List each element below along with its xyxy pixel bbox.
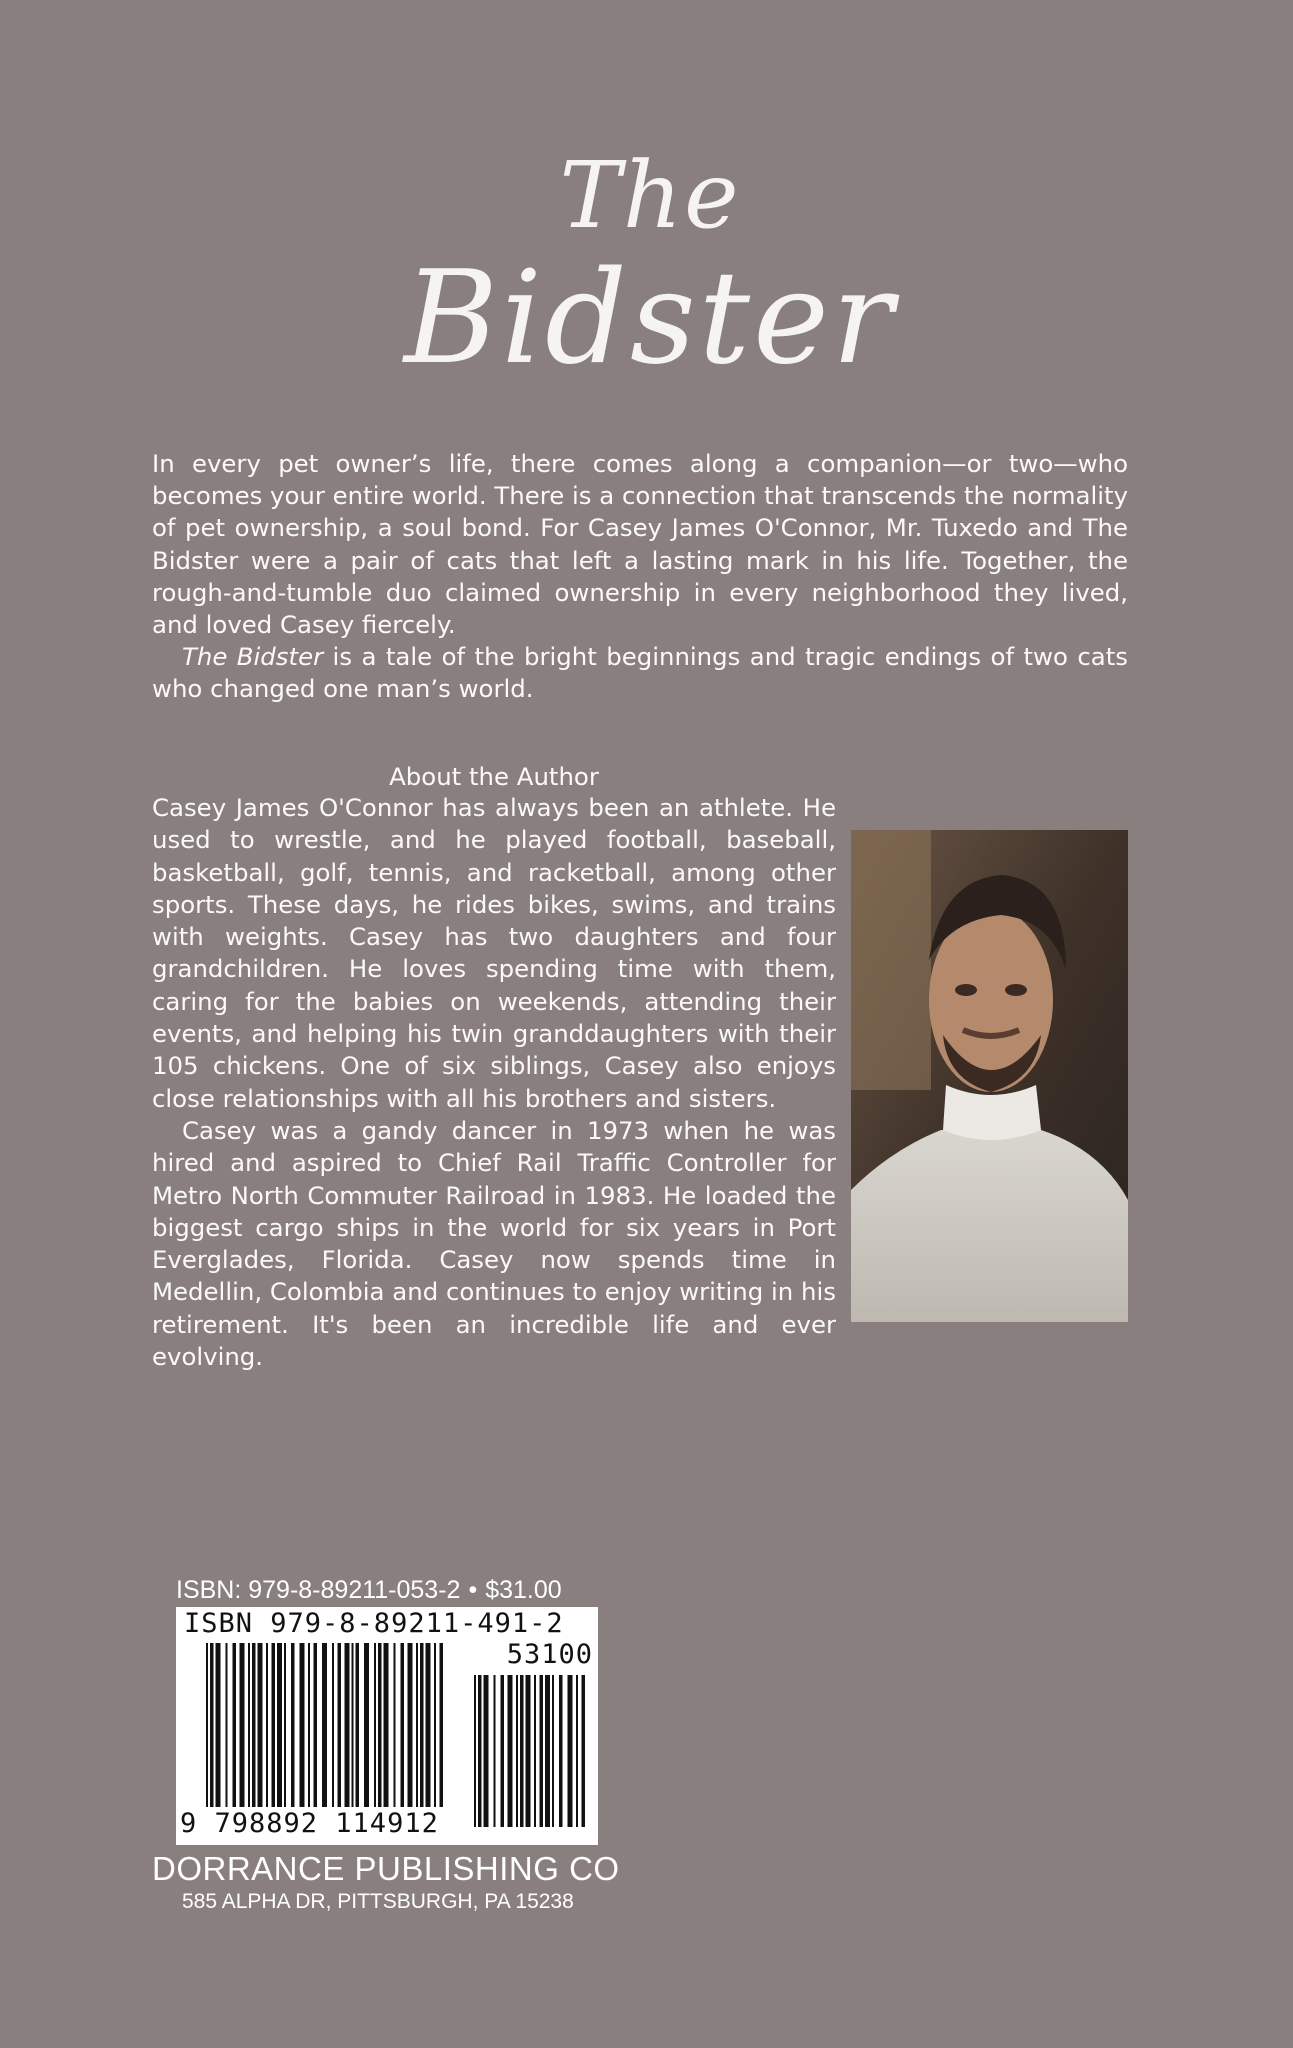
barcode-bar [494, 1675, 496, 1827]
barcode-bar [210, 1643, 214, 1807]
barcode-bar [416, 1643, 418, 1807]
barcode-bar [484, 1675, 489, 1827]
barcode-bar [233, 1643, 237, 1807]
blurb-paragraph-2 [152, 641, 1128, 705]
barcode-bar [364, 1643, 369, 1807]
barcode-bar [248, 1643, 250, 1807]
barcode-bar [568, 1675, 573, 1827]
barcode-bar [545, 1675, 550, 1827]
barcode-bar [394, 1643, 396, 1807]
barcode-bar [332, 1643, 334, 1807]
author-bio-paragraph-1: Casey James O'Connor has always been an athlete. He used to wrestle, and he played football, baseball, basketball, golf, tennis, and racketball, among other sports. These days, he rides bikes, swims, and trains with weights. Casey has two daughters and four grandchildren. He loves spending time with them, caring for the babies on weekends, attending their events, and helping his twin granddaughters with their 105 chickens. One of six siblings, Casey also enjoys close relationships with all his brothers and sisters. [152, 793, 836, 1113]
barcode-digits: 9 798892 114912 [180, 1808, 439, 1839]
barcode-bar [434, 1643, 436, 1807]
author-bio [152, 792, 836, 1373]
title-line-the: The [559, 142, 741, 249]
isbn-barcode [176, 1607, 598, 1845]
barcode-bar [345, 1643, 350, 1807]
blurb-paragraph-2-text: is a tale of the bright beginnings and tragic endings of two cats who changed one man’s world. [152, 642, 1128, 704]
barcode-bar [300, 1643, 305, 1807]
separator-dot: • [468, 1576, 478, 1604]
barcode-bar [308, 1643, 310, 1807]
barcode-bar [284, 1643, 286, 1807]
barcode-bar [520, 1675, 524, 1827]
barcode-bar [540, 1675, 544, 1827]
barcode-bar [356, 1643, 360, 1807]
barcode-bar [478, 1675, 482, 1827]
barcode-bar [240, 1643, 245, 1807]
author-photo-illustration [851, 830, 1128, 1322]
barcode-bar [226, 1643, 228, 1807]
barcode-bar [216, 1643, 221, 1807]
barcode-bar [408, 1643, 413, 1807]
price-text: $31.00 [485, 1576, 562, 1604]
barcode-bar [272, 1643, 276, 1807]
publisher-name: DORRANCE PUBLISHING CO [152, 1850, 620, 1887]
barcode-bar [501, 1675, 505, 1827]
barcode-bar [258, 1643, 263, 1807]
barcode-bar [508, 1675, 513, 1827]
barcode-bar [277, 1643, 282, 1807]
about-author-heading: About the Author [389, 762, 599, 791]
barcode-bar [552, 1675, 554, 1827]
barcode-bar [474, 1675, 476, 1827]
isbn-text: ISBN: 979-8-89211-053-2 [176, 1576, 461, 1604]
barcode-bar [534, 1675, 536, 1827]
blurb-paragraph-1: In every pet owner’s life, there comes along a companion—or two—who becomes your entire world. There is a connection that transcends the normality of pet ownership, a soul bond. For Casey James O'Connor, Mr. Tuxedo and The Bidster were a pair of cats that left a lasting mark in his life. Together, the rough-and-tumble duo claimed ownership in every neighborhood they lived, and loved Casey fiercely. [152, 449, 1128, 640]
barcode-bar [252, 1643, 256, 1807]
barcode-bar [420, 1643, 424, 1807]
barcode-bar [378, 1643, 382, 1807]
author-photo [851, 830, 1128, 1322]
barcode-bar [266, 1643, 268, 1807]
author-bio-paragraph-2: Casey was a gandy dancer in 1973 when he was hired and aspired to Chief Rail Traffic Controller for Metro North Commuter Railroad in 1983. He loaded the biggest cargo ships in the world for six years in Port Everglades, Florida. Casey now spends time in Medellin, Colombia and continues to enjoy writing in his retirement. It's been an incredible life and ever evolving. [152, 1115, 836, 1372]
barcode-bar [338, 1643, 342, 1807]
barcode-bar [352, 1643, 354, 1807]
title-line-bidster: Bidster [404, 244, 896, 393]
isbn-price-line [176, 1575, 596, 1605]
barcode-bar [206, 1643, 208, 1807]
barcode-isbn-label: ISBN 979-8-89211-491-2 [184, 1608, 564, 1639]
barcode-bar [576, 1675, 578, 1827]
barcode-bar [322, 1643, 327, 1807]
barcode-bar [384, 1643, 389, 1807]
barcode-bar [559, 1675, 563, 1827]
publisher-address: 585 ALPHA DR, PITTSBURGH, PA 15238 [182, 1890, 574, 1913]
barcode-bar [314, 1643, 318, 1807]
barcode-bar [526, 1675, 531, 1827]
barcode-bar [440, 1643, 444, 1807]
barcode-bar [374, 1643, 376, 1807]
barcode-bar [291, 1643, 295, 1807]
barcode-bar [401, 1643, 405, 1807]
barcode-price-code: 53100 [506, 1639, 593, 1670]
blurb-book-title: The Bidster [182, 642, 324, 672]
barcode-bar [516, 1675, 518, 1827]
barcode-bar [582, 1675, 586, 1827]
back-cover-blurb [152, 448, 1128, 706]
barcode-bar [426, 1643, 431, 1807]
